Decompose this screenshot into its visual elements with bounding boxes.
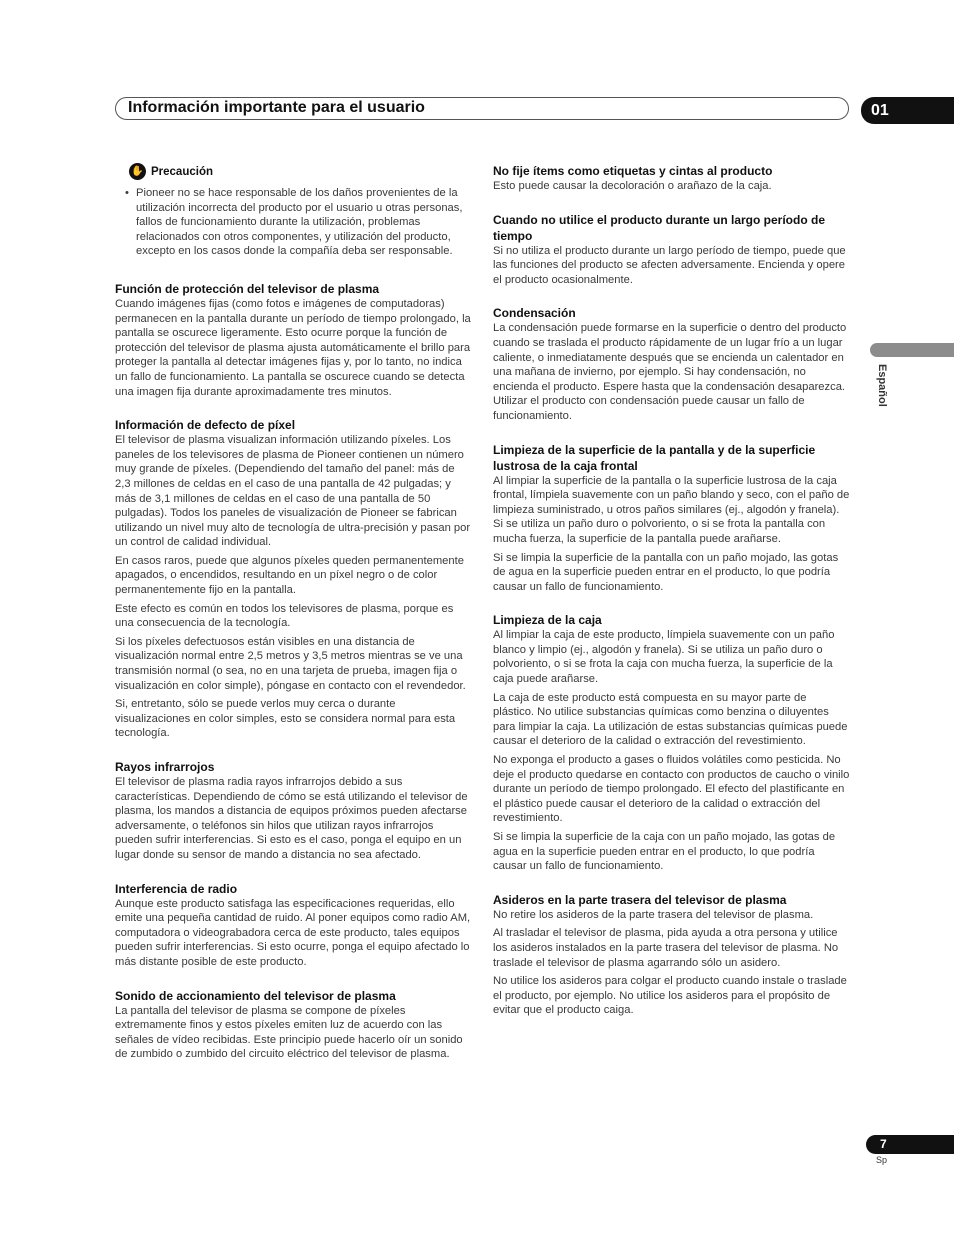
section [493,305,850,423]
section-paragraph: La pantalla del televisor de plasma se compone de píxeles extremamente finos y estos píxeles emiten luz de acuerdo con las señales de vídeo recibidas. Este principio puede hacerlo oír un sonido de zumbido o zumbido del circuito eléctrico del televisor de plasma. [115,1004,463,1061]
section-heading: Información de defecto de píxel [115,418,296,433]
caution-title: Precaución [151,165,213,178]
section-heading: Sonido de accionamiento del televisor de plasma [115,988,396,1003]
section-paragraph: Si se limpia la superficie de la pantalla con un paño mojado, las gotas de agua en la superficie pueden entrar en el producto, lo que podría causar un fallo de funcionamiento. [493,551,839,593]
section-paragraph: No utilice los asideros para colgar el producto cuando instale o traslade el producto, por ejemplo. No utilice los asideros para el propósito de evitar que el producto caiga. [493,975,847,1017]
section [493,163,850,194]
language-tab [870,343,954,357]
section-paragraph: La condensación puede formarse en la superficie o dentro del producto cuando se traslada el producto rápidamente de un lugar frío a un lugar caliente, o inmediatamente después que se encienda un calentador en una mañana de invierno, por ejemplo. Si hay condensación, no encienda el producto. Espere hasta que la condensación desaparezca. Utilizar el producto con condensación puede causar un fallo de funcionamiento. [493,322,847,422]
page-title: Información importante para el usuario [128,99,425,116]
caution-header [129,163,472,180]
section [493,212,850,288]
section-paragraph: Al limpiar la superficie de la pantalla o la superficie lustrosa de la caja frontal, límpiela suavemente con un paño blando y seco, con el paño de limpieza suministrado, u otros paños similares (ej., algodón y franela). Si se utiliza un paño duro o polvoriento, o si se frota la pantalla con mucha fuerza, la superficie de la pantalla puede arañarse. [493,474,850,545]
chapter-tab: 01 [861,97,954,124]
section-heading: Interferencia de radio [115,881,238,896]
section-paragraph: Al limpiar la caja de este producto, límpiela suavemente con un paño blanco y limpio (ej., algodón y franela). Si se utiliza un paño duro o polvoriento, o si se frota la caja con mucha fuerza, la superficie de la caja puede arañarse. [493,629,835,686]
section-paragraph: No retire los asideros de la parte trasera del televisor de plasma. [493,908,814,921]
section-heading: Función de protección del televisor de plasma [115,281,380,296]
header-bar [115,97,849,120]
section-paragraph: Aunque este producto satisfaga las especificaciones requeridas, ello emite una pequeña cantidad de ruido. Al poner equipos como radio AM, computadora o videograbadora cerca de este producto, tales equipos pueden sufrir interferencias. Si esto ocurre, ponga el equipo afectado lo más distante posible de este producto. [115,897,471,968]
section-paragraph: Este efecto es común en todos los televisores de plasma, porque es una consecuencia de la tecnología. [115,602,454,630]
caution-hand-icon: ✋ [129,163,146,180]
section-heading: Cuando no utilice el producto durante un largo período de tiempo [493,212,826,243]
left-column [115,163,472,1080]
caution-item: • Pioneer no se hace responsable de los daños provenientes de la utilización incorrecta del producto por el usuario u otras personas, fallos de funcionamiento durante la utilización, problemas relacionados con otros componentes, y utilización del producto, excepto en los casos donde la compañía deba ser responsable. [115,186,472,259]
section-paragraph: Al trasladar el televisor de plasma, pida ayuda a otra persona y utilice los asideros instalados en la parte trasera del televisor de plasma. No traslade el televisor de plasma agarrando sólo un asidero. [493,927,839,969]
right-column [493,163,850,1036]
section-heading: Rayos infrarrojos [115,760,215,774]
caution-list [115,186,472,259]
section-heading: Limpieza de la caja [493,613,602,628]
right-sections [493,163,850,1018]
page-number: 7 [866,1135,954,1154]
section [115,417,472,741]
section [493,892,850,1018]
section [115,988,472,1062]
section-heading: No fije ítems como etiquetas y cintas al producto [493,164,773,178]
section-heading: Condensación [493,306,576,321]
section-heading: Asideros en la parte trasera del televisor de plasma [493,892,787,907]
section [493,612,850,874]
section-paragraph: No exponga el producto a gases o fluidos volátiles como pesticida. No deje el producto quedarse en contacto con productos de caucho o vinilo durante un período de tiempo prolongado. El efecto del plastificante en el plástico puede causar el deterioro de la calidad o extracción del revestimiento. [493,754,850,825]
left-sections [115,281,472,1062]
section-paragraph: Si, entretanto, sólo se puede verlos muy cerca o durante visualizaciones en color simples, esto se considera normal para esta tecnología. [115,698,456,740]
section [115,281,472,399]
section [115,759,472,863]
section-paragraph: Si no utiliza el producto durante un largo período de tiempo, puede que las funciones del producto se afecten adversamente. Encienda y opere el producto ocasionalmente. [493,244,846,286]
section-paragraph: Si los píxeles defectuosos están visibles en una distancia de visualización normal entre 2,5 metros y 3,5 metros mientras se ve una transmisión normal (o sea, no en una tarjeta de prueba, imagen fija o visualización en color simple), póngase en contacto con el revendedor. [115,635,466,692]
section [493,442,850,595]
section-paragraph: En casos raros, puede que algunos píxeles queden permanentemente apagados, o encendidos, resultando en un píxel negro o de color permanentemente fijo en la pantalla. [115,554,464,597]
section-paragraph: El televisor de plasma visualizan información utilizando píxeles. Los paneles de los televisores de plasma de Pioneer contienen un número muy grande de píxeles. (Dependiendo del tamaño del panel: más de 2,3 millones de celdas en el caso de una pantalla de 42 pulgadas; y más de 3,1 millones de celdas en el caso de una pantalla de 50 pulgadas). Todos los paneles de visualización de Pioneer se fabrican utilizando un nivel muy alto de tecnología de ultra-precisión y pasan por un control de calidad individual. [115,434,471,549]
section-paragraph: Esto puede causar la decoloración o arañazo de la caja. [493,180,772,192]
section-paragraph: El televisor de plasma radia rayos infrarrojos debido a sus características. Dependiendo de cómo se está utilizando el televisor de plasma, los mandos a distancia de equipos próximos pueden afectarse adversamente, o teléfonos sin hilos que utilizan rayos infrarrojos pueden sufrir interferencias. Si esto es el caso, ponga el equipo en un lugar donde su sensor de mando a distancia no sea afectado. [115,776,468,861]
section-paragraph: Si se limpia la superficie de la caja con un paño mojado, las gotas de agua en la superficie pueden entrar en el producto, lo que podría causar un fallo de funcionamiento. [493,831,836,873]
section-heading: Limpieza de la superficie de la pantalla y de la superficie lustrosa de la caja frontal [493,442,816,473]
language-label: Español [876,364,888,407]
section-paragraph: La caja de este producto está compuesta en su mayor parte de plástico. No utilice substancias químicas como benzina o diluyentes para limpiar la caja. La utilización de estas substancias químicas puede causar el deterioro de la calidad o extracción del revestimiento. [493,691,848,748]
section [115,881,472,970]
page-language-code: Sp [876,1155,888,1165]
section-paragraph: Cuando imágenes fijas (como fotos e imágenes de computadoras) permanecen en la pantalla durante un período de tiempo prolongado, la pantalla se oscurece ligeramente. Esto ocurre porque la función de protección del televisor de plasma ajusta automáticamente el brillo para proteger la pantalla al detectar imágenes fijas y, por lo tanto, no indica un fallo de funcionamiento. La pantalla se oscurece cuando se detecta una imagen fija durante aproximadamente tres minutos. [115,297,471,398]
